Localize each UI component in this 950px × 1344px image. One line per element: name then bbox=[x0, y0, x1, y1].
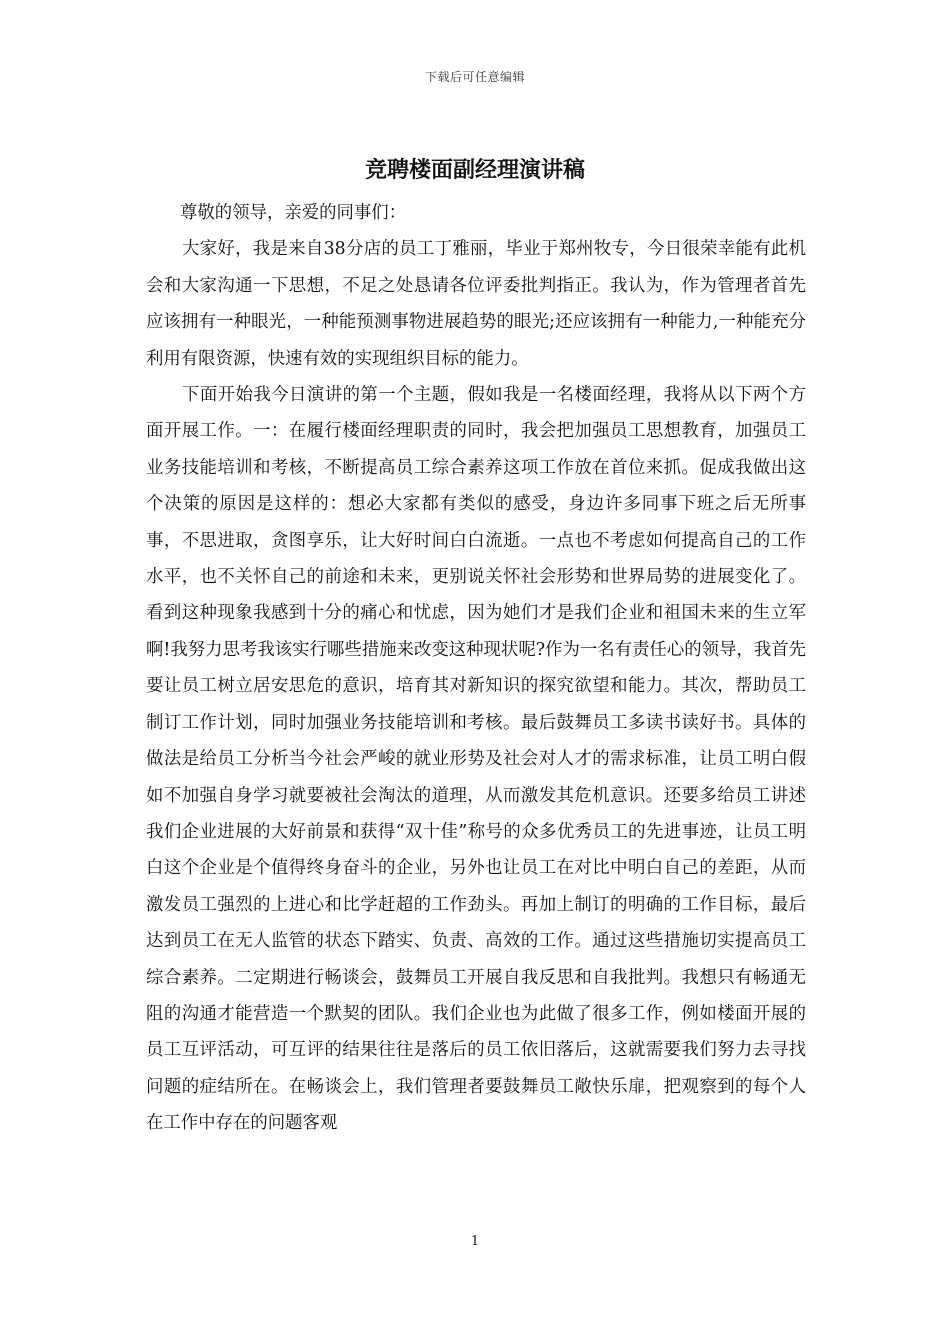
page-number: 1 bbox=[470, 1234, 480, 1249]
greeting: 尊敬的领导，亲爱的同事们： bbox=[180, 203, 407, 223]
document-body bbox=[146, 195, 806, 1142]
document-title: 竞聘楼面副经理演讲稿 bbox=[364, 158, 585, 183]
header-note: 下载后可任意编辑 bbox=[424, 70, 525, 84]
paragraph-main: 下面开始我今日演讲的第一个主题，假如我是一名楼面经理，我将从以下两个方面开展工作。一：在履行楼面经理职责的同时，我会把加强员工思想教育，加强员工业务技能培训和考核，不断提高员工综合素养这项工作放在首位来抓。促成我做出这个决策的原因是这样的：想必大家都有类似的感受，身边许多同事下班之后无所事事，不思进取，贪图享乐，让大好时间白白流逝。一点也不考虑如何提高自己的工作水平，也不关怀自己的前途和未来，更别说关怀社会形势和世界局势的进展变化了。看到这种现象我感到十分的痛心和忧虑，因为她们才是我们企业和祖国未来的生立军啊!我努力思考我该实行哪些措施来改变这种现状呢?作为一名有责任心的领导，我首先要让员工树立居安思危的意识，培育其对新知识的探究欲望和能力。其次，帮助员工制订工作计划，同时加强业务技能培训和考核。最后鼓舞员工多读书读好书。具体的做法是给员工分析当今社会严峻的就业形势及社会对人才的需求标准，让员工明白假如不加强自身学习就要被社会淘汰的道理，从而激发其危机意识。还要多给员工讲述我们企业进展的大好前景和获得“双十佳”称号的众多优秀员工的先进事迹，让员工明白这个企业是个值得终身奋斗的企业，另外也让员工在对比中明白自己的差距，从而激发员工强烈的上进心和比学赶超的工作劲头。再加上制订的明确的工作目标，最后达到员工在无人监管的状态下踏实、负责、高效的工作。通过这些措施切实提高员工综合素养。二定期进行畅谈会，鼓舞员工开展自我反思和自我批判。我想只有畅通无阻的沟通才能营造一个默契的团队。我们企业也为此做了很多工作，例如楼面开展的员工互评活动，可互评的结果往往是落后的员工依旧落后，这就需要我们努力去寻找问题的症结所在。在畅谈会上，我们管理者要鼓舞员工敞快乐扉，把观察到的每个人在工作中存在的问题客观 bbox=[146, 385, 806, 1134]
paragraph-intro: 大家好，我是来自38分店的员工丁雅丽，毕业于郑州牧专，今日很荣幸能有此机会和大家沟通一下思想，不足之处恳请各位评委批判指正。我认为，作为管理者首先应该拥有一种眼光，一种能预测事物进展趋势的眼光;还应该拥有一种能力,一种能充分利用有限资源，快速有效的实现组织目标的能力。 bbox=[146, 239, 806, 369]
